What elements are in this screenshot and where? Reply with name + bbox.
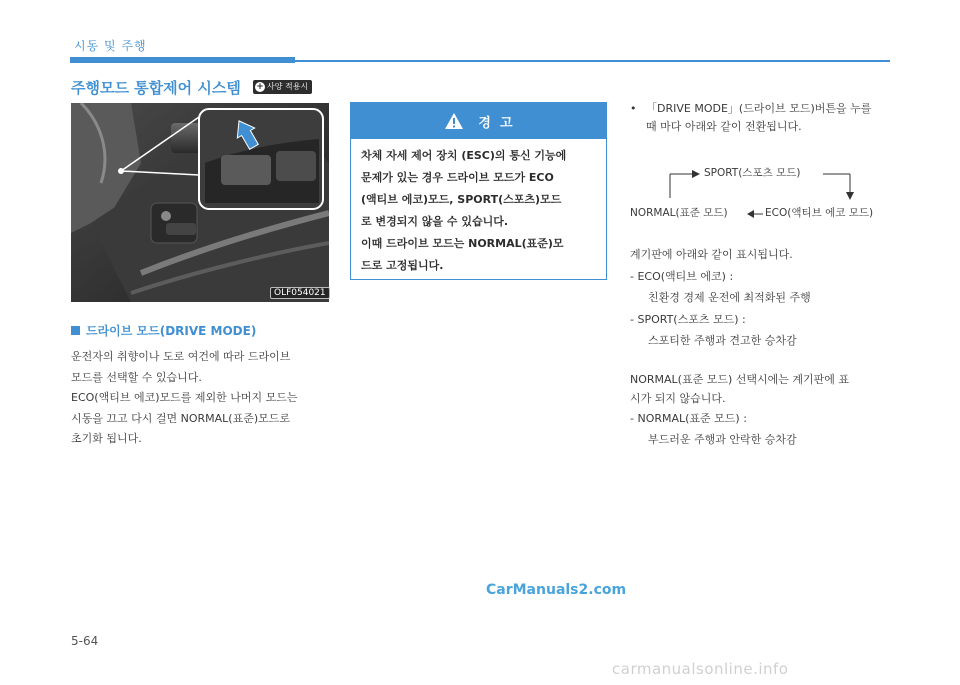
warning-line: 드로 고정됩니다. bbox=[361, 259, 444, 272]
eco-mode-label: ECO(액티브 에코 모드) bbox=[765, 207, 874, 219]
normal-description: 부드러운 주행과 안락한 승차감 bbox=[648, 433, 797, 446]
drive-mode-button-photo bbox=[71, 103, 329, 302]
mode-cycle-diagram bbox=[630, 162, 895, 222]
sport-item: - SPORT(스포츠 모드) : bbox=[630, 313, 746, 326]
option-badge bbox=[253, 80, 312, 94]
square-bullet-icon bbox=[71, 326, 80, 335]
cluster-intro: 계기판에 아래와 같이 표시됩니다. bbox=[630, 248, 793, 261]
body-line: 초기화 됩니다. bbox=[71, 432, 142, 445]
normal-mode-label: NORMAL(표준 모드) bbox=[630, 207, 728, 219]
section-title: 주행모드 통합제어 시스템 bbox=[71, 79, 241, 97]
warning-line: 로 변경되지 않을 수 있습니다. bbox=[361, 215, 509, 228]
bullet-line-1: 「DRIVE MODE」(드라이브 모드)버튼을 누를 bbox=[646, 102, 872, 115]
chapter-title: 시동 및 주행 bbox=[74, 39, 147, 53]
eco-item: - ECO(액티브 에코) : bbox=[630, 270, 734, 283]
header-rule-thin bbox=[295, 60, 890, 62]
warning-line: 문제가 있는 경우 드라이브 모드가 ECO bbox=[361, 171, 554, 184]
warning-line: (액티브 에코)모드, SPORT(스포츠)모드 bbox=[361, 193, 562, 206]
warning-box bbox=[350, 102, 607, 280]
option-badge-label: 사양 적용시 bbox=[267, 82, 309, 91]
sport-description: 스포티한 주행과 견고한 승차감 bbox=[648, 334, 797, 347]
sport-mode-label: SPORT(스포츠 모드) bbox=[704, 167, 801, 179]
body-line: 모드를 선택할 수 있습니다. bbox=[71, 370, 202, 384]
eco-description: 친환경 경제 운전에 최적화된 주행 bbox=[648, 291, 811, 304]
body-line: ECO(액티브 에코)모드를 제외한 나머지 모드는 bbox=[71, 391, 298, 404]
left-body-text bbox=[71, 347, 333, 450]
subsection-title bbox=[71, 322, 256, 339]
body-line: 운전자의 취향이나 도로 여건에 따라 드라이브 bbox=[71, 350, 291, 363]
warning-triangle-icon bbox=[444, 112, 464, 130]
page-number: 5-64 bbox=[71, 634, 99, 648]
subsection-label: 드라이브 모드(DRIVE MODE) bbox=[86, 324, 257, 338]
warning-line: 차체 자세 제어 장치 (ESC)의 통신 기능에 bbox=[361, 149, 567, 162]
plus-icon: + bbox=[256, 82, 264, 92]
warning-header bbox=[351, 103, 606, 139]
header-rule-thick bbox=[70, 57, 295, 63]
bullet-dot: • bbox=[630, 102, 637, 115]
watermark: carmanualsonline.info bbox=[612, 660, 789, 678]
warning-title: 경 고 bbox=[478, 115, 513, 131]
normal-note-line1: NORMAL(표준 모드) 선택시에는 계기판에 표 bbox=[630, 373, 850, 386]
bullet-paragraph bbox=[630, 100, 895, 136]
right-column bbox=[630, 100, 895, 460]
normal-note-line2: 시가 되지 않습니다. bbox=[630, 392, 726, 405]
console-illustration bbox=[71, 103, 329, 302]
site-link[interactable]: CarManuals2.com bbox=[486, 582, 627, 598]
warning-line: 이때 드라이브 모드는 NORMAL(표준)모 bbox=[361, 237, 564, 250]
normal-item: - NORMAL(표준 모드) : bbox=[630, 412, 747, 425]
bullet-line-2: 때 마다 아래와 같이 전환됩니다. bbox=[646, 120, 802, 133]
warning-text bbox=[361, 145, 599, 277]
body-line: 시동을 끄고 다시 걸면 NORMAL(표준)모드로 bbox=[71, 411, 291, 425]
figure-code: OLF054021 bbox=[270, 287, 330, 299]
